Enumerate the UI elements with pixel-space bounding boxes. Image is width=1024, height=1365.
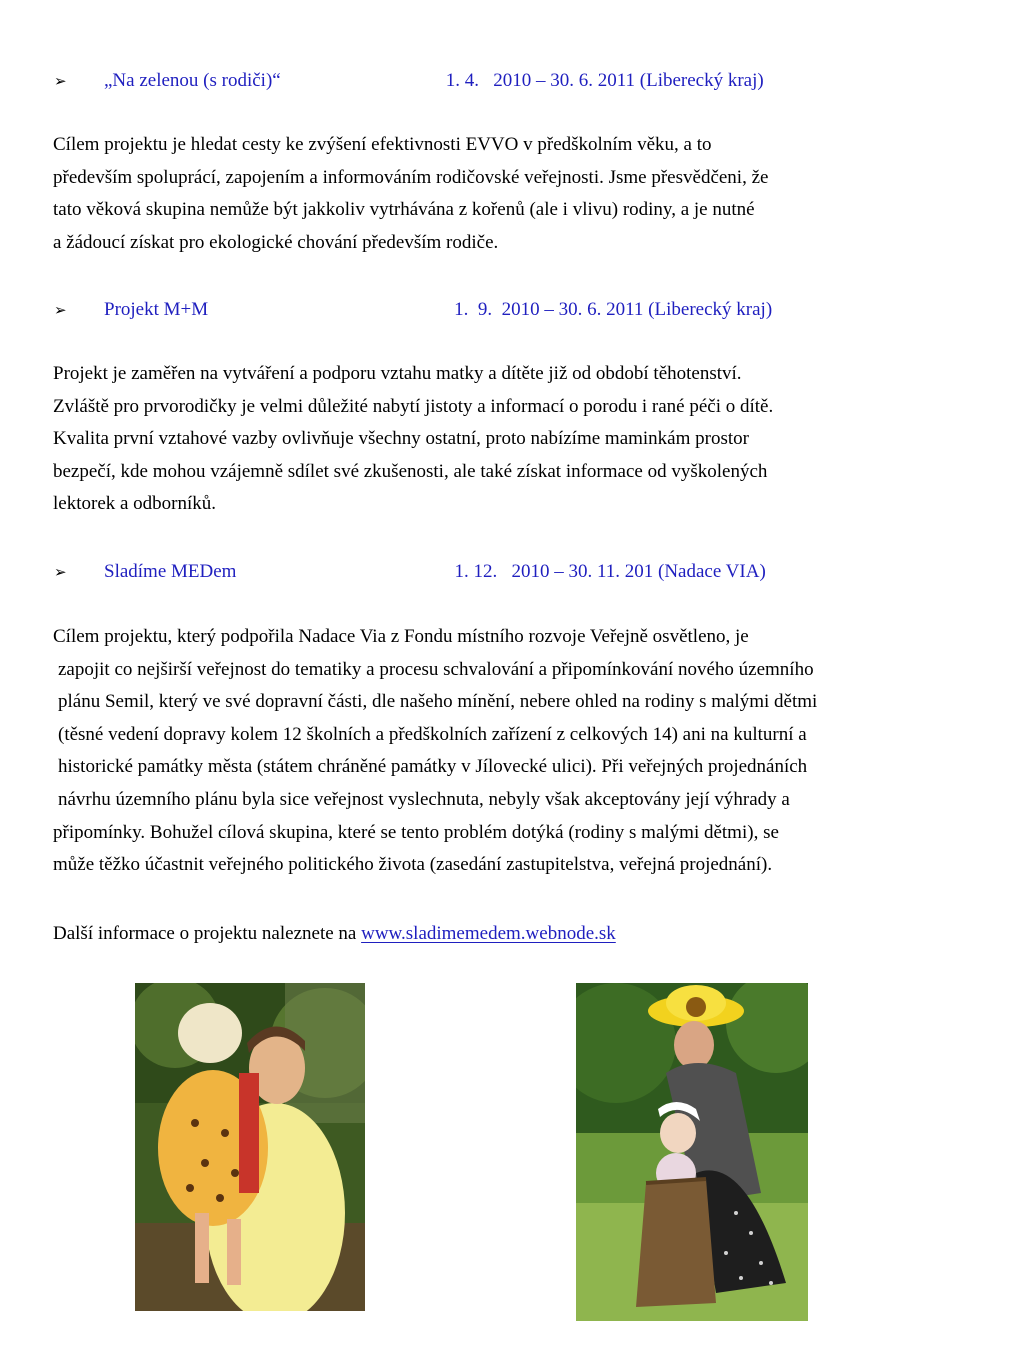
text-line: Zvláště pro prvorodičky je velmi důležité nabytí jistoty a informací o porodu i rané péči o dítě. <box>53 395 774 417</box>
text-line: Kvalita první vztahové vazby ovlivňuje všechny ostatní, proto nabízíme maminkám prostor <box>53 428 749 450</box>
text-line: historické památky města (státem chráněné památky v Jílovecké ulici). Při veřejných projednáních <box>58 756 808 778</box>
text-line: návrhu územního plánu byla sice veřejnost vyslechnuta, nebyly však akceptovány její výhrady a <box>58 788 790 810</box>
text-line: zapojit co nejširší veřejnost do tematiky a procesu schvalování a připomínkování nového územního <box>58 658 814 680</box>
photo-man-carrying-child <box>135 983 365 1311</box>
project-link-m-m[interactable]: Projekt M+M 1. 9. 2010 – 30. 6. 2011 (Liberecký kraj) <box>104 299 773 320</box>
project-description-na-zelenou <box>53 129 983 259</box>
project-description-m-m <box>53 358 983 521</box>
text-line: a žádoucí získat pro ekologické chování především rodiče. <box>53 231 499 253</box>
arrowhead-bullet-icon: ➢ <box>54 72 67 90</box>
text-line: plánu Semil, který ve své dopravní části, dle našeho mínění, nebere ohled na rodiny s malými dětmi <box>58 691 818 713</box>
text-line: Cílem projektu, který podpořila Nadace Via z Fondu místního rozvoje Veřejně osvětleno, je <box>53 626 749 647</box>
arrowhead-bullet-icon: ➢ <box>54 301 67 319</box>
text-line: bezpečí, kde mohou vzájemně sdílet své zkušenosti, ale také získat informace od vyškolených <box>53 460 768 482</box>
arrowhead-bullet-icon: ➢ <box>54 563 67 581</box>
website-link[interactable]: www.sladimemedem.webnode.sk <box>361 923 616 944</box>
text-line: Cílem projektu je hledat cesty ke zvýšení efektivnosti EVVO v předškolním věku, a to <box>53 134 712 155</box>
more-info-line <box>53 918 616 950</box>
text-line: může těžko účastnit veřejného politického života (zasedání zastupitelstva, veřejná projednání). <box>53 854 773 876</box>
project-link-na-zelenou[interactable]: „Na zelenou (s rodiči)“ 1. 4. 2010 – 30. 6. 2011 (Liberecký kraj) <box>104 70 764 91</box>
text-line: především spoluprácí, zapojením a informováním rodičovské veřejnosti. Jsme přesvědčeni, že <box>53 166 769 188</box>
project-description-sladime-medem <box>53 621 983 882</box>
text-line: připomínky. Bohužel cílová skupina, které se tento problém dotýká (rodiny s malými dětmi), se <box>53 821 779 843</box>
text-line: Projekt je zaměřen na vytváření a podporu vztahu matky a dítěte již od období těhotenství. <box>53 363 742 384</box>
text-line: (těsné vedení dopravy kolem 12 školních a předškolních zařízení z celkových 14) ani na kulturní a <box>58 723 807 745</box>
project-link-sladime-medem[interactable]: Sladíme MEDem 1. 12. 2010 – 30. 11. 201 (Nadace VIA) <box>104 561 766 582</box>
more-info-text: Další informace o projektu naleznete na <box>53 923 362 944</box>
text-line: tato věková skupina nemůže být jakkoliv vytrhávána z kořenů (ale i vlivu) rodiny, a je nutné <box>53 199 755 221</box>
photo-woman-with-child-in-sack <box>576 983 808 1321</box>
text-line: lektorek a odborníků. <box>53 493 217 515</box>
